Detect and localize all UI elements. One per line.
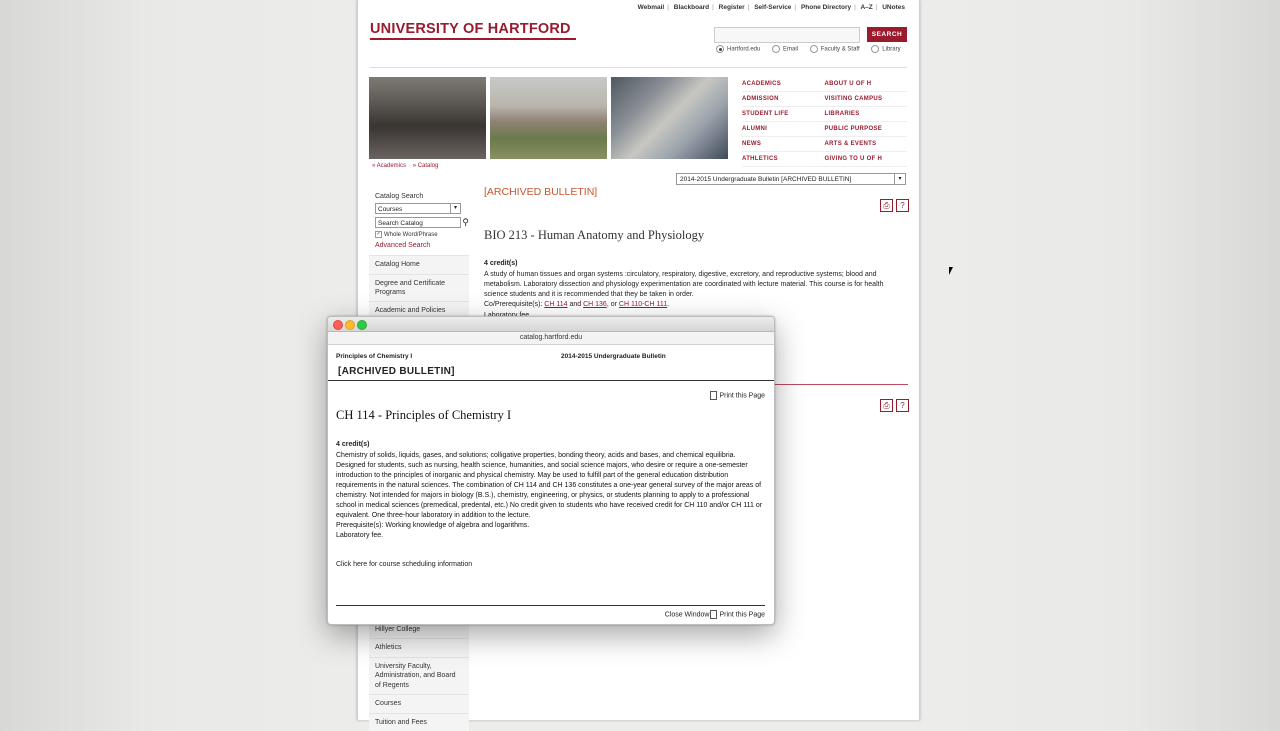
page-tools [877, 195, 909, 213]
catalog-search-input[interactable] [375, 217, 469, 228]
breadcrumb-catalog[interactable]: » Catalog [412, 163, 439, 169]
catalog-search-placeholder: Search Catalog [378, 220, 423, 227]
logo-underline [370, 38, 576, 40]
url-bar: catalog.hartford.edu [328, 332, 774, 345]
print-page-label: Print this Page [719, 392, 765, 400]
prereq-link-ch136[interactable]: CH 136 [583, 301, 607, 309]
main-content [484, 186, 909, 198]
nav-student-life[interactable]: STUDENT LIFE [742, 111, 789, 117]
search-scope-select[interactable] [375, 203, 461, 214]
radio-library[interactable] [871, 45, 879, 53]
popup-course-title: CH 114 - Principles of Chemistry I [336, 408, 512, 422]
nav-public-purpose[interactable]: PUBLIC PURPOSE [824, 126, 883, 132]
radio-hartford-edu[interactable] [716, 45, 724, 53]
popup-course-description [336, 451, 764, 540]
sidebar-item-tuition[interactable]: Tuition and Fees [369, 713, 469, 731]
header-divider [370, 67, 907, 68]
popup-footer [665, 610, 765, 619]
sidebar-item-athletics[interactable]: Athletics [369, 638, 469, 656]
main-navigation [742, 77, 907, 167]
nav-visiting-campus[interactable]: VISITING CAMPUS [824, 96, 883, 102]
print-icon [710, 391, 717, 400]
search-icon[interactable]: ⚲ [462, 217, 469, 227]
link-register[interactable]: Register [718, 4, 745, 11]
chevron-down-icon: ▾ [894, 174, 905, 184]
help-icon[interactable]: ? [896, 399, 909, 412]
link-webmail[interactable]: Webmail [637, 4, 665, 11]
popup-lab-fee: Laboratory fee. [336, 531, 384, 539]
nav-athletics[interactable]: ATHLETICS [742, 156, 778, 162]
sidebar-menu-lower [369, 620, 469, 731]
radio-label: Faculty & Staff [820, 46, 860, 53]
photo-campus-building [490, 77, 607, 159]
window-titlebar[interactable] [328, 317, 774, 332]
course-title: BIO 213 - Human Anatomy and Physiology [484, 228, 705, 242]
whole-word-label: Whole Word/Phrase [384, 232, 438, 239]
breadcrumb-academics[interactable]: » Academics [372, 163, 407, 169]
popup-archived-label: [ARCHIVED BULLETIN] [338, 366, 455, 377]
nav-arts-events[interactable]: ARTS & EVENTS [824, 141, 877, 147]
print-page-footer-link[interactable]: Print this Page [719, 611, 765, 619]
prereq-or: , or [606, 301, 619, 309]
description-text: A study of human tissues and organ systems :circulatory, respiratory, digestive, excretory, and reproductive systems; blood and metabolism. Laboratory dissection and physiology experimentation are coordinated with lecture material. This course is for health science students and it is recommended that they be taken in order. [484, 271, 884, 299]
popup-header [336, 353, 766, 360]
popup-prereq: Prerequisite(s): Working knowledge of algebra and logarithms. [336, 521, 530, 529]
radio-label: Library [882, 46, 901, 53]
close-window-link[interactable]: Close Window [664, 611, 710, 619]
radio-faculty-staff[interactable] [810, 45, 818, 53]
course-credits: 4 credit(s) [484, 260, 518, 267]
whole-word-checkbox[interactable] [375, 231, 469, 238]
sidebar-item-courses[interactable]: Courses [369, 694, 469, 712]
nav-news[interactable]: NEWS [742, 141, 762, 147]
catalog-select-value: 2014-2015 Undergraduate Bulletin [ARCHIVED BULLETIN] [680, 176, 852, 183]
zoom-window-icon[interactable] [357, 320, 367, 330]
popup-course-credits: 4 credit(s) [336, 441, 370, 448]
search-scope-radios [716, 45, 901, 53]
link-a-z[interactable]: A–Z [860, 4, 873, 11]
print-icon[interactable]: ⎙ [880, 199, 893, 212]
sidebar [369, 190, 469, 320]
nav-libraries[interactable]: LIBRARIES [824, 111, 860, 117]
university-logo[interactable]: UNIVERSITY OF HARTFORD [370, 21, 571, 37]
chevron-down-icon: ▾ [450, 204, 460, 213]
search-button[interactable]: SEARCH [867, 27, 907, 42]
content-divider [773, 384, 908, 385]
photo-lab [611, 77, 728, 159]
advanced-search-link[interactable]: Advanced Search [375, 242, 431, 250]
minimize-window-icon[interactable] [345, 320, 355, 330]
print-page-link[interactable] [710, 391, 765, 400]
popup-bulletin-name: 2014-2015 Undergraduate Bulletin [561, 353, 666, 360]
link-unotes[interactable]: UNotes [882, 4, 905, 11]
link-self-service[interactable]: Self-Service [754, 4, 792, 11]
page-tools-lower [877, 395, 909, 413]
popup-course-name: Principles of Chemistry I [336, 353, 413, 360]
prereq-label: Co/Prerequisite(s): [484, 301, 545, 309]
sidebar-item-academic-policies[interactable]: Academic and Policies [369, 301, 469, 319]
help-icon[interactable]: ? [896, 199, 909, 212]
course-popup-window [327, 316, 775, 625]
breadcrumb [372, 163, 443, 169]
sidebar-item-hillyer-college[interactable]: Hillyer College [369, 620, 469, 638]
nav-admission[interactable]: ADMISSION [742, 96, 779, 102]
nav-giving[interactable]: GIVING TO U OF H [824, 156, 883, 162]
sidebar-item-degree-programs[interactable]: Degree and Certificate Programs [369, 274, 469, 302]
photo-classroom [369, 77, 486, 159]
radio-label: Email [783, 46, 799, 53]
checkbox-icon: ✓ [376, 231, 381, 237]
link-blackboard[interactable]: Blackboard [673, 4, 710, 11]
prereq-and: and [567, 301, 584, 309]
sidebar-item-catalog-home[interactable]: Catalog Home [369, 255, 469, 273]
radio-email[interactable] [772, 45, 780, 53]
link-phone-directory[interactable]: Phone Directory [800, 4, 852, 11]
popup-description-text: Chemistry of solids, liquids, gases, and solutions; colligative properties, bonding theory, acids and bases, and chemical equilibria. Designed for students, such as nursing, health science, humanities, and social science majors, who desire or require a one-semester introduction to the principles of inorganic and physical chemistry. May be used to fulfill part of the general education distribution requirements in the natural sciences. The combination of CH 114 and CH 136 constitutes a one-year general survey of the major areas of chemistry. Not intended for majors in biology (B.S.), chemistry, engineering, or physics, or students planning to apply to a professional school in medical sciences (premedical, predental, etc.) No credit given to students who have received credit for CH 110 and/or CH 111 or equivalent. One three-hour laboratory in addition to the lecture. [336, 452, 763, 519]
print-icon[interactable]: ⎙ [880, 399, 893, 412]
utility-links: Webmail | Blackboard | Register | Self-Service | Phone Directory | A–Z | UNotes [637, 4, 905, 11]
catalog-search-label: Catalog Search [375, 193, 424, 200]
radio-label: Hartford.edu [727, 46, 761, 53]
nav-alumni[interactable]: ALUMNI [742, 126, 768, 132]
archived-bulletin-label: [ARCHIVED BULLETIN] [484, 186, 598, 198]
popup-divider [328, 380, 774, 381]
sidebar-menu [369, 255, 469, 320]
prereq-link-ch114[interactable]: CH 114 [544, 301, 568, 309]
prereq-link-ch110-111[interactable]: CH 110-CH 111 [618, 301, 668, 309]
course-description [484, 270, 908, 321]
scope-value: Courses [378, 206, 403, 213]
catalog-select[interactable] [676, 173, 906, 185]
nav-about[interactable]: ABOUT U OF H [824, 81, 872, 87]
prereq-end: . [667, 301, 670, 309]
nav-academics[interactable]: ACADEMICS [742, 81, 782, 87]
close-window-icon[interactable] [333, 320, 343, 330]
popup-footer-divider [336, 605, 765, 606]
sidebar-item-faculty[interactable]: University Faculty, Administration, and Board of Regents [369, 657, 469, 694]
print-icon [710, 610, 717, 619]
site-search-input[interactable] [714, 27, 860, 43]
scheduling-info-link[interactable]: Click here for course scheduling information [336, 561, 473, 568]
